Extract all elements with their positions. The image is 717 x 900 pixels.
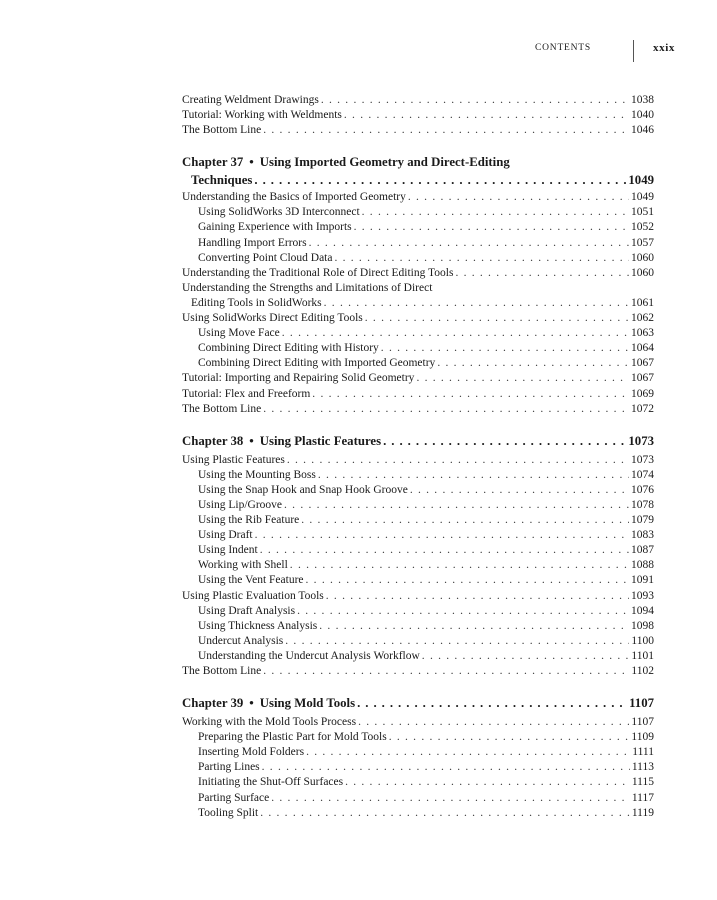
chapter-38-title: Using Plastic Features <box>259 433 382 448</box>
running-head-divider <box>633 40 634 62</box>
toc-entry-title: Undercut Analysis <box>198 634 284 647</box>
toc-entry-page: 1102 <box>631 665 654 677</box>
toc-entry[interactable] <box>182 327 654 342</box>
toc-entry-title: Inserting Mold Folders <box>198 746 305 759</box>
dot-leader <box>326 590 629 602</box>
toc-entry-title: Combining Direct Editing with History <box>198 342 379 355</box>
dot-leader <box>282 327 629 339</box>
toc-entry-title: Using Move Face <box>198 327 280 340</box>
dot-leader <box>287 454 629 466</box>
toc-entry-page: 1091 <box>631 574 654 587</box>
toc-entry-title: Using the Snap Hook and Snap Hook Groove <box>198 483 408 496</box>
dot-leader <box>297 605 629 617</box>
toc-entry-page: 1061 <box>631 296 654 309</box>
toc-entry-page: 1073 <box>631 453 654 466</box>
toc-entry-page: 1117 <box>631 791 654 804</box>
dot-leader <box>324 297 629 309</box>
dot-leader <box>358 716 629 728</box>
toc-entry-title: Using SolidWorks Direct Editing Tools <box>182 312 363 325</box>
dot-leader <box>389 731 630 743</box>
toc-entry-title: Understanding the Basics of Imported Geometry <box>182 191 406 204</box>
toc-entry-title: Combining Direct Editing with Imported Geometry <box>198 357 436 370</box>
toc-entry-title: Using the Mounting Boss <box>198 468 316 481</box>
toc-entry[interactable] <box>182 109 654 124</box>
chapter-39-heading[interactable] <box>182 696 654 714</box>
chapter-37-entries-continued <box>182 312 654 418</box>
toc-entry-title: Tutorial: Working with Weldments <box>182 109 342 122</box>
dot-leader <box>262 761 630 773</box>
toc-entry[interactable] <box>182 792 654 807</box>
toc-entry-title: Parting Surface <box>198 791 270 804</box>
dot-leader <box>357 696 627 711</box>
dot-leader <box>312 388 629 400</box>
toc-entry-title: Tooling Split <box>198 806 259 819</box>
dot-leader <box>263 665 629 677</box>
toc-entry-title: Working with the Mold Tools Process <box>182 716 357 729</box>
dot-leader <box>422 650 630 662</box>
running-head <box>0 40 675 62</box>
dot-leader <box>318 469 629 481</box>
dot-leader <box>383 434 626 449</box>
toc-entry-title: Understanding the Undercut Analysis Workflow <box>198 649 420 662</box>
dot-leader <box>455 267 629 279</box>
toc-entry[interactable] <box>182 731 654 746</box>
dot-leader <box>260 807 630 819</box>
dot-leader <box>362 206 629 218</box>
dot-leader <box>354 221 629 233</box>
toc-entry[interactable] <box>182 716 654 731</box>
dot-leader <box>306 574 629 586</box>
toc-entry-page: 1064 <box>631 342 654 355</box>
toc-entry[interactable] <box>182 454 654 469</box>
dot-leader <box>437 357 629 369</box>
toc-entry-title: Using Thickness Analysis <box>198 619 318 632</box>
dot-leader <box>344 109 629 121</box>
toc-entry-page: 1046 <box>631 124 654 137</box>
toc-entry[interactable] <box>182 529 654 544</box>
toc-entry-page: 1057 <box>631 236 654 249</box>
running-head-section: CONTENTS <box>534 43 591 53</box>
toc-entry-page: 1074 <box>631 468 654 481</box>
dot-leader <box>263 403 629 415</box>
dot-leader <box>290 559 629 571</box>
toc-entry-page: 1067 <box>631 357 654 370</box>
chapter-bullet: • <box>249 155 254 170</box>
dot-leader <box>260 544 629 556</box>
toc-entry[interactable] <box>182 191 654 206</box>
toc-entry-title: Tutorial: Importing and Repairing Solid Geometry <box>182 372 415 385</box>
toc-entry-page: 1038 <box>631 94 654 106</box>
chapter-37-heading-line1[interactable] <box>182 155 654 173</box>
dot-leader <box>255 529 629 541</box>
dot-leader <box>416 372 629 384</box>
toc-entry-page: 1060 <box>631 266 654 279</box>
toc-entry[interactable] <box>182 221 654 236</box>
toc-entry-page: 1098 <box>631 619 654 632</box>
toc-entry[interactable] <box>182 94 654 109</box>
toc-entry-title: Using SolidWorks 3D Interconnect <box>198 206 360 219</box>
toc-entry[interactable] <box>182 403 654 418</box>
toc-entry-title: The Bottom Line <box>182 124 262 137</box>
toc-entry[interactable] <box>182 267 654 282</box>
toc-entry-page: 1087 <box>631 544 654 557</box>
toc-entry-page: 1088 <box>631 559 654 572</box>
toc-entry-page: 1111 <box>632 746 654 759</box>
toc-entry[interactable] <box>182 574 654 589</box>
dot-leader <box>319 620 629 632</box>
toc-entry-page: 1067 <box>631 372 654 385</box>
toc-entry-page: 1052 <box>631 221 654 234</box>
toc-entry-title: Working with Shell <box>198 559 288 572</box>
dot-leader <box>271 792 630 804</box>
toc-entry-title: Converting Point Cloud Data <box>198 251 333 264</box>
toc-entry[interactable] <box>182 469 654 484</box>
toc-entry-strengths-line2[interactable] <box>182 297 654 312</box>
toc-entry-page: 1049 <box>631 191 654 204</box>
toc-entry[interactable] <box>182 605 654 620</box>
toc-entry-title: The Bottom Line <box>182 402 262 415</box>
toc-entry-strengths-line1[interactable] <box>182 282 654 297</box>
toc-entry-page: 1078 <box>631 498 654 511</box>
toc-entry[interactable] <box>182 357 654 372</box>
chapter-37-label: Chapter 37 <box>182 155 244 170</box>
dot-leader <box>306 746 630 758</box>
toc-entry-page: 1094 <box>631 604 654 617</box>
toc-entry-title: Using Indent <box>198 544 258 557</box>
toc-entry[interactable] <box>182 559 654 574</box>
toc-entry[interactable] <box>182 650 654 665</box>
toc-entry-page: 1062 <box>631 312 654 325</box>
dot-leader <box>408 191 629 203</box>
toc-entry-page: 1109 <box>631 731 654 744</box>
toc-entry-title: Initiating the Shut-Off Surfaces <box>198 776 344 789</box>
dot-leader <box>309 237 629 249</box>
toc-entry-title: Handling Import Errors <box>198 236 307 249</box>
dot-leader <box>285 635 629 647</box>
toc-entry-title: Using Draft <box>198 529 253 542</box>
toc-entry-title: Using Plastic Evaluation Tools <box>182 589 324 602</box>
toc-entry-page: 1107 <box>631 716 654 729</box>
toc-entry[interactable] <box>182 237 654 252</box>
toc-entry[interactable] <box>182 620 654 635</box>
toc-entry[interactable] <box>182 665 654 680</box>
toc-entry-page: 1083 <box>631 529 654 542</box>
toc-entry-title: Understanding the Strengths and Limitations of Direct <box>182 281 433 294</box>
chapter-39-label: Chapter 39 <box>182 696 244 711</box>
chapter-37-title-part2: Techniques <box>191 173 253 188</box>
dot-leader <box>263 124 629 136</box>
toc-entry-page: 1051 <box>631 206 654 219</box>
toc-entry[interactable] <box>182 372 654 387</box>
toc-entry[interactable] <box>182 206 654 221</box>
toc-entry[interactable] <box>182 635 654 650</box>
chapter-38-label: Chapter 38 <box>182 433 244 448</box>
toc-entry-title: Using the Rib Feature <box>198 514 300 527</box>
toc-entry[interactable] <box>182 776 654 791</box>
toc-entry[interactable] <box>182 388 654 403</box>
toc-entry[interactable] <box>182 484 654 499</box>
toc-entry[interactable] <box>182 807 654 822</box>
toc-entry-page: 1113 <box>631 761 654 774</box>
toc-entry-title: Understanding the Traditional Role of Direct Editing Tools <box>182 266 454 279</box>
toc-entry-page: 1072 <box>631 402 654 415</box>
toc-entry-page: 1060 <box>631 251 654 264</box>
chapter-39-page: 1107 <box>629 696 654 711</box>
chapter-38-entries <box>182 454 654 680</box>
chapter-37-entries <box>182 191 654 282</box>
toc-entry[interactable] <box>182 590 654 605</box>
toc-entry-title: Parting Lines <box>198 761 260 774</box>
toc-entry-title: Tutorial: Flex and Freeform <box>182 387 311 400</box>
toc-entry[interactable] <box>182 761 654 776</box>
toc-entry[interactable] <box>182 544 654 559</box>
toc-entry-title: Editing Tools in SolidWorks <box>191 296 322 309</box>
toc-entry-page: 1063 <box>631 327 654 340</box>
toc-entry-title: Gaining Experience with Imports <box>198 221 352 234</box>
toc-entry-title: Preparing the Plastic Part for Mold Tools <box>198 731 387 744</box>
toc-entry-page: 1079 <box>631 514 654 527</box>
chapter-38-heading[interactable] <box>182 434 654 452</box>
toc-entry-page: 1100 <box>631 634 654 647</box>
chapter-39-entries <box>182 716 654 822</box>
toc-entry-page: 1076 <box>631 483 654 496</box>
chapter-37-heading-line2[interactable] <box>182 173 654 191</box>
toc-entry-title: Using Draft Analysis <box>198 604 296 617</box>
toc-entry-page: 1115 <box>631 776 654 789</box>
dot-leader <box>365 312 629 324</box>
running-head-page-number: xxix <box>653 42 675 54</box>
toc-entry[interactable] <box>182 124 654 139</box>
chapter-37-page: 1049 <box>628 173 654 188</box>
dot-leader <box>381 342 629 354</box>
chapter-bullet: • <box>249 433 254 448</box>
toc-entry-page: 1069 <box>631 387 654 400</box>
dot-leader <box>321 94 629 106</box>
dot-leader <box>284 499 629 511</box>
toc-entry-page: 1119 <box>631 806 654 819</box>
chapter-37-title-part1: Using Imported Geometry and Direct-Editing <box>259 155 510 170</box>
toc-entry-page: 1101 <box>631 649 654 662</box>
toc-entry[interactable] <box>182 746 654 761</box>
toc-entry[interactable] <box>182 499 654 514</box>
chapter-38-page: 1073 <box>628 433 654 448</box>
toc-entry-title: Using the Vent Feature <box>198 574 304 587</box>
dot-leader <box>334 252 629 264</box>
toc-entry-title: The Bottom Line <box>182 665 262 677</box>
dot-leader <box>254 173 626 188</box>
toc-entry-page: 1093 <box>631 589 654 602</box>
toc-entry[interactable] <box>182 252 654 267</box>
toc-entry-title: Using Lip/Groove <box>198 498 283 511</box>
toc-entry[interactable] <box>182 312 654 327</box>
chapter-39-title: Using Mold Tools <box>259 696 356 711</box>
toc-entry-title: Using Plastic Features <box>182 453 285 466</box>
toc-entry-page: 1040 <box>631 109 654 122</box>
table-of-contents <box>182 94 654 822</box>
dot-leader <box>301 514 629 526</box>
dot-leader <box>345 776 630 788</box>
toc-entry-title: Creating Weldment Drawings <box>182 94 319 106</box>
dot-leader <box>410 484 629 496</box>
toc-entry[interactable] <box>182 342 654 357</box>
chapter-bullet: • <box>249 696 254 711</box>
toc-section-continuation <box>182 94 654 139</box>
toc-entry[interactable] <box>182 514 654 529</box>
